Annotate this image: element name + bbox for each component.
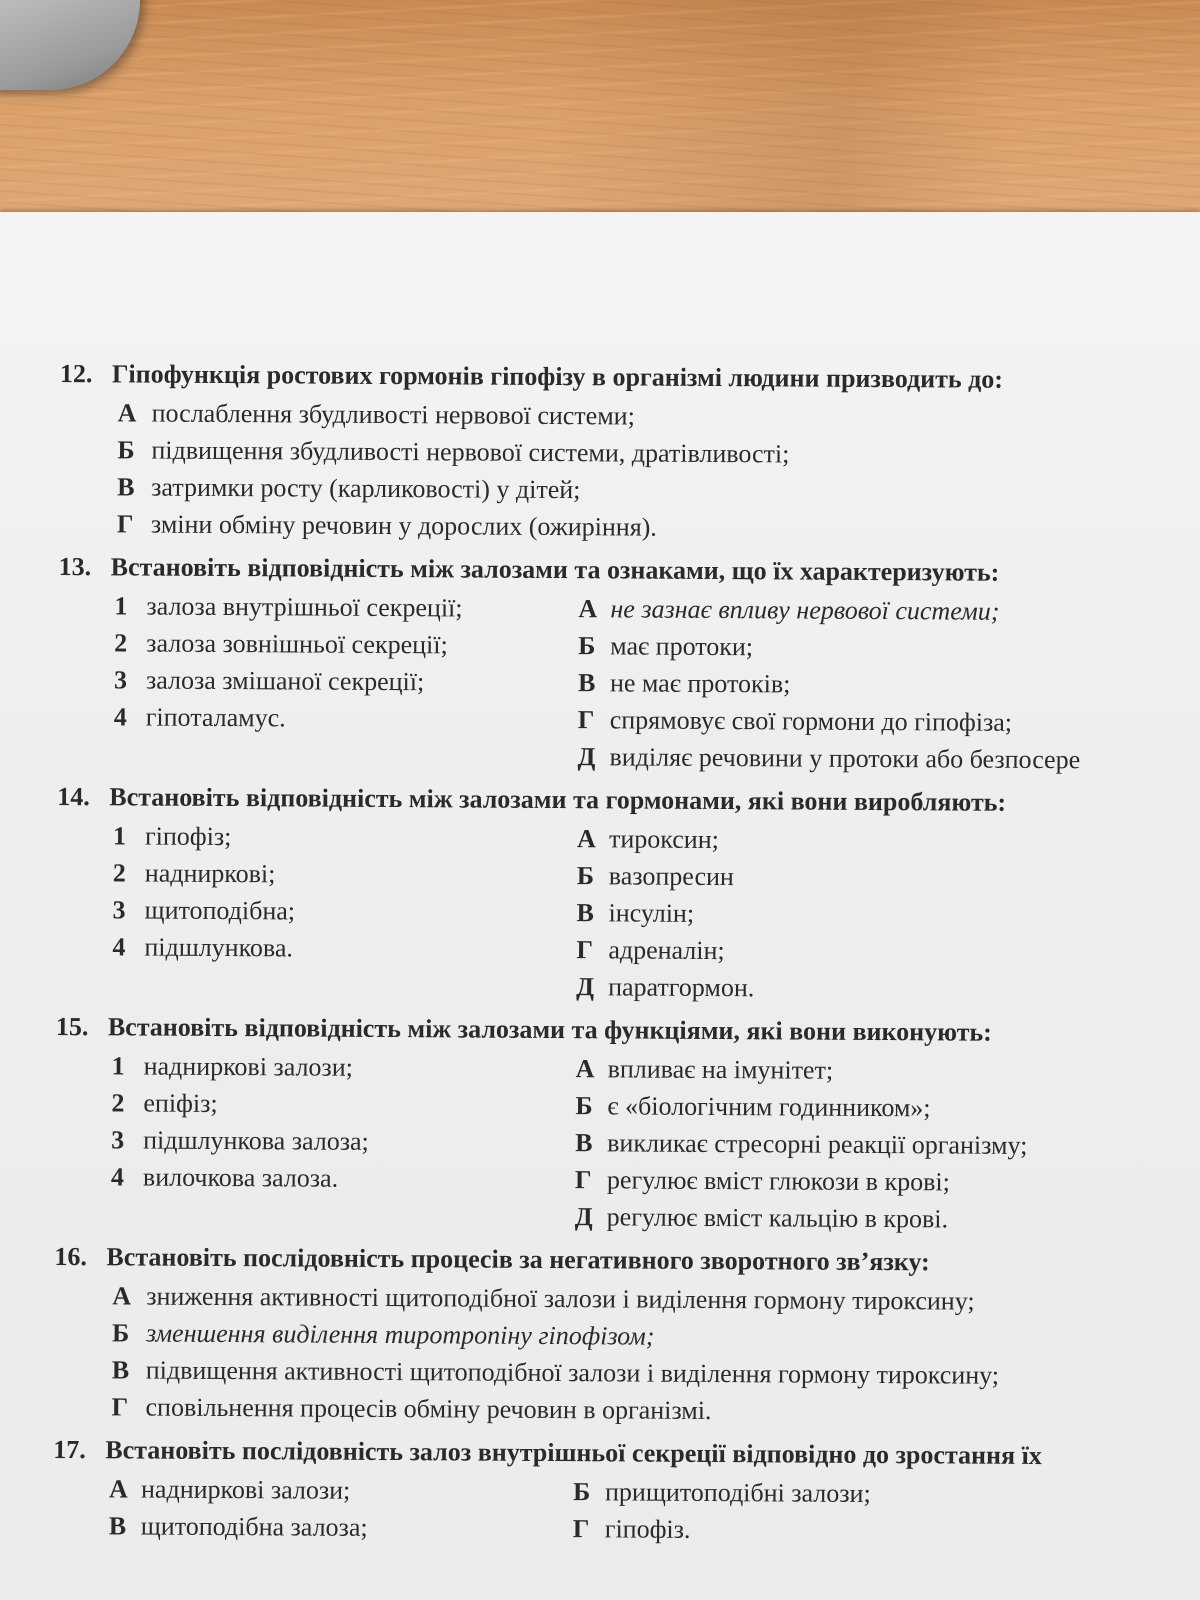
- item-number: 4: [113, 701, 127, 731]
- item-letter: А: [578, 593, 598, 623]
- item-text: регулює вміст глюкози в крові;: [606, 1164, 950, 1196]
- question-number: 17.: [53, 1434, 86, 1465]
- question-number: 14.: [57, 781, 90, 812]
- right-item: [576, 1054, 834, 1086]
- left-item: [57, 894, 577, 927]
- item-text: прищитоподібні залози;: [604, 1476, 871, 1508]
- option-letter: Б: [111, 1317, 130, 1347]
- question-12-header: [60, 354, 1200, 401]
- item-letter: Б: [575, 1090, 593, 1120]
- option-letter: В: [117, 471, 135, 501]
- item-text: регулює вміст кальцію в крові.: [606, 1201, 949, 1233]
- item-text: інсулін;: [608, 897, 695, 928]
- answer-option-g: [53, 1388, 1193, 1432]
- matching-table: [57, 587, 1198, 779]
- left-item: [57, 820, 577, 853]
- item-letter: Г: [577, 704, 595, 734]
- right-item: [578, 668, 791, 699]
- matching-row: [56, 965, 1196, 1009]
- left-item: [58, 701, 578, 734]
- option-text: затримки росту (карликовості) у дітей;: [151, 472, 581, 504]
- item-number: 1: [114, 590, 128, 620]
- item-number: 4: [110, 1161, 125, 1191]
- item-number: 4: [112, 931, 126, 961]
- question-number: 13.: [58, 551, 92, 582]
- option-letter: А: [117, 397, 137, 427]
- item-text: викликає стресорні реакції організму;: [607, 1127, 1028, 1160]
- item-text: гіпоталамус.: [145, 702, 286, 732]
- question-14: [56, 777, 1197, 1009]
- question-16-header: [54, 1237, 1194, 1284]
- right-item: [577, 861, 734, 892]
- item-letter: Д: [574, 1201, 593, 1231]
- right-item: [573, 1477, 871, 1509]
- right-item: [575, 1165, 950, 1197]
- question-13: [57, 547, 1198, 779]
- matching-table: [55, 1047, 1196, 1239]
- item-text: щитоподібна залоза;: [140, 1511, 368, 1542]
- left-item: [58, 664, 578, 697]
- right-item: [578, 594, 999, 627]
- option-text: послаблення збудливості нервової системи;: [151, 398, 635, 431]
- item-number: 2: [112, 857, 126, 887]
- item-number: 1: [111, 1050, 125, 1080]
- option-text: зміни обміну речовин у дорослих (ожиріння).: [150, 509, 657, 542]
- option-text: зниження активності щитоподібної залози і виділення гормону тироксину;: [146, 1281, 975, 1316]
- right-item: [575, 1202, 949, 1234]
- item-text: залоза змішаної секреції;: [145, 665, 425, 696]
- matching-row: [57, 735, 1197, 779]
- right-item: [573, 1514, 691, 1545]
- option-text: сповільнення процесів обміну речовин в організмі.: [145, 1392, 712, 1425]
- question-13-header: [59, 547, 1199, 594]
- question-prompt: Встановіть відповідність між залозами та гормонами, які вони виробляють:: [109, 782, 1007, 817]
- option-letter: Г: [116, 508, 134, 538]
- question-15: [55, 1007, 1196, 1239]
- right-item: [578, 705, 1013, 738]
- item-letter: А: [576, 823, 596, 853]
- options-row: [53, 1507, 1193, 1551]
- wood-grain-shading: [560, 0, 1200, 225]
- item-text: тироксин;: [608, 823, 719, 854]
- question-14-header: [57, 777, 1197, 824]
- left-item-empty: [56, 983, 576, 986]
- item-text: впливає на імунітет;: [607, 1053, 834, 1085]
- question-prompt: Встановіть послідовність процесів за негативного зворотного зв’язку:: [106, 1242, 930, 1277]
- item-number: 3: [111, 1124, 125, 1154]
- question-number: 15.: [55, 1011, 89, 1042]
- question-prompt: Встановіть послідовність залоз внутрішньої секреції відповідно до зростання їх: [105, 1435, 1042, 1471]
- item-text: спрямовує свої гормони до гіпофіза;: [609, 704, 1013, 737]
- matching-table: [56, 817, 1197, 1009]
- item-letter: А: [108, 1473, 128, 1503]
- item-text: залоза внутрішньої секреції;: [146, 591, 463, 622]
- item-text: не має протоків;: [609, 667, 791, 698]
- item-text: залоза зовнішньої секреції;: [146, 628, 448, 659]
- left-item: [55, 1087, 575, 1120]
- item-letter: В: [576, 897, 595, 927]
- worksheet-content: [53, 354, 1200, 1556]
- left-item: [55, 1124, 575, 1157]
- item-text: епіфіз;: [143, 1088, 218, 1118]
- matching-row: [55, 1195, 1195, 1239]
- right-item: [577, 898, 695, 929]
- left-item: [57, 857, 577, 890]
- answer-option-g: [59, 505, 1199, 549]
- item-text: вилочкова залоза.: [142, 1162, 339, 1193]
- item-text: підшлункова залоза;: [143, 1125, 369, 1156]
- item-number: 2: [111, 1087, 125, 1117]
- option-text: зменшення виділення тиротропіну гіпофізом;: [145, 1318, 655, 1351]
- wooden-table-background: [0, 0, 1200, 225]
- item-letter: Г: [572, 1513, 590, 1543]
- item-letter: Б: [572, 1476, 591, 1506]
- question-prompt: Встановіть відповідність між залозами та функціями, які вони виконують:: [107, 1012, 992, 1047]
- right-item: [575, 1091, 930, 1123]
- item-text: гіпофіз.: [604, 1513, 691, 1544]
- left-item: [56, 1050, 576, 1083]
- item-text: надниркові залози;: [140, 1474, 351, 1505]
- item-letter: Д: [576, 971, 595, 1001]
- option-text: підвищення активності щитоподібної залози і виділення гормону тироксину;: [145, 1355, 1000, 1390]
- sequence-options: [53, 1470, 1193, 1551]
- item-text: гіпофіз;: [144, 821, 232, 851]
- item-text: є «біологічним годинником»;: [607, 1090, 931, 1122]
- item-number: 2: [114, 627, 128, 657]
- question-prompt: Гіпофункція ростових гормонів гіпофізу в організмі людини призводить до:: [111, 359, 1004, 394]
- left-item: [53, 1473, 573, 1506]
- item-text: підшлункова.: [144, 932, 294, 962]
- item-letter: Г: [574, 1164, 592, 1194]
- item-letter: Б: [576, 860, 595, 890]
- item-letter: В: [108, 1510, 127, 1540]
- item-text: надниркові;: [144, 858, 276, 888]
- item-letter: В: [575, 1127, 593, 1157]
- item-number: 3: [113, 664, 128, 694]
- item-text: надниркові залози;: [143, 1051, 353, 1082]
- option-text: підвищення збудливості нервової системи, дратівливості;: [151, 435, 790, 468]
- item-text: має протоки;: [610, 630, 754, 661]
- worksheet-paper: [0, 212, 1200, 1600]
- right-item: [575, 1128, 1027, 1161]
- right-item: [576, 935, 725, 966]
- item-text: щитоподібна;: [144, 895, 296, 925]
- right-item: [577, 824, 719, 855]
- question-12: [59, 354, 1200, 549]
- item-number: 3: [112, 894, 126, 924]
- item-text: не зазнає впливу нервової системи;: [610, 593, 1000, 626]
- item-letter: В: [577, 667, 596, 697]
- item-letter: А: [575, 1053, 595, 1083]
- left-item-empty: [58, 753, 578, 756]
- left-item-empty: [55, 1213, 575, 1216]
- item-text: виділяє речовини у протоки або безпосере: [609, 741, 1081, 774]
- item-letter: Д: [577, 741, 596, 771]
- option-letter: А: [112, 1280, 132, 1310]
- question-17-header: [53, 1430, 1193, 1477]
- right-item: [577, 742, 1080, 775]
- item-letter: Б: [578, 630, 596, 660]
- left-item: [53, 1510, 573, 1543]
- question-number: 16.: [54, 1241, 88, 1272]
- question-prompt: Встановіть відповідність між залозами та ознаками, що їх характеризують:: [110, 552, 1000, 587]
- question-number: 12.: [59, 358, 93, 389]
- item-letter: Г: [576, 934, 594, 964]
- item-number: 1: [112, 820, 127, 850]
- left-item: [56, 931, 576, 964]
- option-letter: Б: [117, 434, 135, 464]
- item-text: вазопресин: [608, 860, 734, 891]
- question-15-header: [56, 1007, 1196, 1054]
- question-17: [53, 1430, 1194, 1551]
- left-item: [58, 590, 578, 623]
- right-item: [578, 631, 753, 662]
- left-item: [58, 627, 578, 660]
- right-item: [576, 972, 754, 1003]
- item-text: паратгормон.: [608, 971, 755, 1002]
- question-16: [53, 1237, 1194, 1432]
- item-text: адреналін;: [608, 934, 725, 965]
- left-item: [55, 1161, 575, 1194]
- option-letter: В: [111, 1354, 130, 1384]
- option-letter: Г: [111, 1391, 129, 1421]
